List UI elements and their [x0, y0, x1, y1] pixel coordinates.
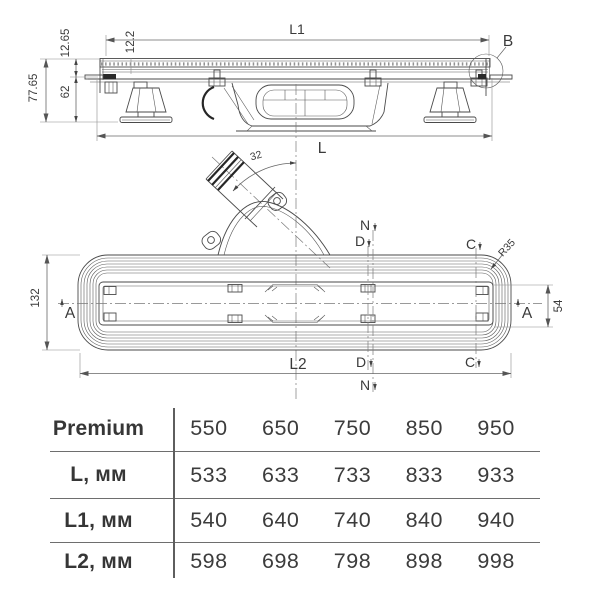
- value-cell: 540: [190, 508, 228, 532]
- section-d-top: D: [354, 233, 366, 249]
- left-foot: [120, 82, 172, 123]
- size-table: [50, 406, 540, 580]
- view-a-left: A: [64, 305, 76, 322]
- table-row-l2: [50, 543, 540, 580]
- view-a-right: A: [521, 305, 533, 322]
- plan-view: [30, 217, 565, 393]
- row-label: L2, мм: [64, 549, 133, 573]
- dim-62: 62: [60, 85, 72, 99]
- right-seal: [478, 74, 486, 80]
- dim-l2: L2: [289, 356, 307, 373]
- value-cell: 998: [477, 549, 515, 573]
- size-cell: 750: [333, 416, 372, 440]
- table-row-l1: [50, 499, 540, 543]
- value-cell: 933: [477, 462, 515, 487]
- table-row-l: [50, 452, 540, 499]
- value-cell: 633: [262, 462, 300, 487]
- size-cell: 650: [262, 416, 300, 440]
- value-cell: 598: [190, 549, 228, 573]
- section-c-top: C: [465, 236, 477, 252]
- size-cell: 550: [190, 416, 228, 440]
- section-n-bottom: N: [359, 377, 371, 393]
- dim-l1: L1: [289, 21, 305, 37]
- dim-12-2: 12.2: [125, 30, 137, 54]
- size-cell: 950: [477, 416, 515, 440]
- side-view-dimensions: [28, 21, 492, 157]
- left-support: [105, 82, 117, 93]
- pipe-axis-centerline: [212, 157, 330, 268]
- flange-outline: [78, 255, 511, 350]
- dim-132: 132: [30, 288, 42, 308]
- value-cell: 740: [333, 508, 372, 532]
- section-n-top: N: [359, 217, 371, 233]
- dim-77-65: 77.65: [28, 73, 40, 103]
- row-label: L, мм: [70, 463, 127, 486]
- row-label: L1, мм: [64, 508, 133, 532]
- value-cell: 798: [333, 549, 372, 573]
- value-cell: 898: [405, 549, 443, 573]
- dim-54: 54: [553, 299, 565, 313]
- dim-r35: R35: [496, 236, 518, 260]
- value-cell: 698: [262, 549, 300, 573]
- value-cell: 733: [333, 462, 372, 487]
- dim-angle-32: 32: [248, 148, 264, 164]
- section-c-bottom: C: [464, 354, 476, 370]
- dim-12-65: 12.65: [60, 28, 72, 58]
- series-label: Premium: [52, 416, 145, 440]
- trap-dome: [218, 201, 330, 255]
- table-vertical-divider: [173, 408, 175, 578]
- table-row-premium: [50, 406, 540, 452]
- size-cell: 850: [405, 416, 443, 440]
- dim-l: L: [317, 140, 327, 157]
- value-cell: 833: [405, 462, 443, 487]
- value-cell: 840: [405, 508, 443, 532]
- right-foot: [424, 82, 476, 123]
- value-cell: 533: [190, 462, 228, 487]
- value-cell: 640: [262, 508, 300, 532]
- left-seal: [103, 74, 116, 80]
- detail-b-label: B: [502, 33, 514, 50]
- fixing-bolt-left: [209, 70, 225, 86]
- fixing-bolt-mid: [365, 70, 381, 86]
- value-cell: 940: [477, 508, 515, 532]
- trap-body: [203, 83, 388, 131]
- side-view: [85, 30, 514, 131]
- section-d-bottom: D: [355, 354, 367, 370]
